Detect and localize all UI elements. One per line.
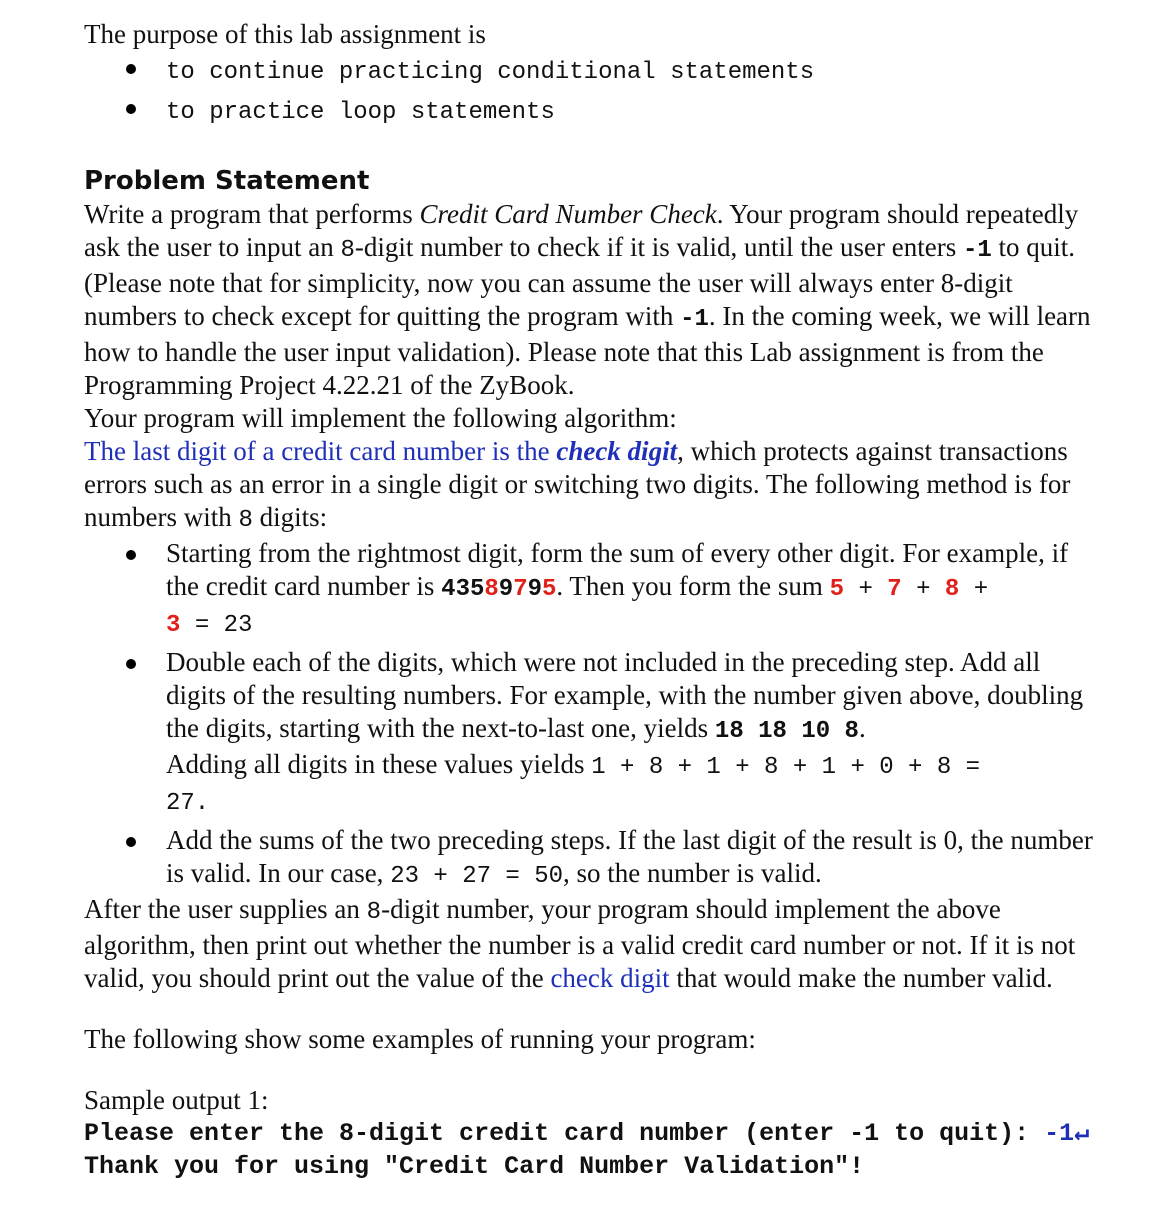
intro-line: The purpose of this lab assignment is xyxy=(84,19,486,49)
list-item: to continue practicing conditional statements xyxy=(84,51,1094,91)
bullet-icon xyxy=(126,64,136,74)
examples-intro: The following show some examples of running your program: xyxy=(84,1024,756,1054)
bullet-icon xyxy=(126,104,136,114)
document xyxy=(84,18,1094,1183)
check-digit-paragraph: The last digit of a credit card number is the check digit, which protects against transactions errors such as an error in a single digit or switching two digits. The following method is for numbers with 8 digits: xyxy=(84,436,1071,534)
list-item: Double each of the digits, which were not included in the preceding step. Add all digits of the resulting numbers. For example, with the number given above, doubling the digits, starting with the next-to-last one, yields 18 18 10 8. Adding all digits in these values yields 1 + 8 + 1 + 8 + 1 + 0 + 8 = 27. xyxy=(84,646,1094,820)
intro-bullets xyxy=(84,51,1094,131)
sample-thanks: Thank you for using "Credit Card Number Validation"! xyxy=(84,1152,865,1181)
section-heading: Problem Statement xyxy=(84,166,370,196)
bullet-icon xyxy=(126,659,136,669)
bullet-icon xyxy=(126,837,136,847)
list-item: to practice loop statements xyxy=(84,91,1094,131)
bullet-icon xyxy=(126,550,136,560)
sample-label: Sample output 1: xyxy=(84,1085,269,1115)
sample-prompt: Please enter the 8-digit credit card number (enter -1 to quit): -1↵ xyxy=(84,1119,1090,1148)
algorithm-intro: Your program will implement the following algorithm: xyxy=(84,403,677,433)
sample-output xyxy=(84,1084,1094,1183)
list-item: Starting from the rightmost digit, form the sum of every other digit. For example, if the credit card number is 43589795. Then you form the sum 5 + 7 + 8 + 3 = 23 xyxy=(84,537,1094,642)
problem-paragraph: Write a program that performs Credit Card Number Check. Your program should repeatedly ask the user to input an 8-digit number to check if it is valid, until the user enters -1 to quit. (Please note that for simplicity, now you can assume the user will always enter 8-digit numbers to check except for quitting the program with -1. In the coming week, we will learn how to handle the user input validation). Please note that this Lab assignment is from the Programming Project 4.22.21 of the ZyBook. xyxy=(84,199,1091,400)
list-item: Add the sums of the two preceding steps. If the last digit of the result is 0, the number is valid. In our case, 23 + 27 = 50, so the number is valid. xyxy=(84,824,1094,893)
algorithm-steps xyxy=(84,537,1094,893)
after-paragraph: After the user supplies an 8-digit number, your program should implement the above algorithm, then print out whether the number is a valid credit card number or not. If it is not valid, you should print out the value of the check digit that would make the number valid. xyxy=(84,894,1076,993)
